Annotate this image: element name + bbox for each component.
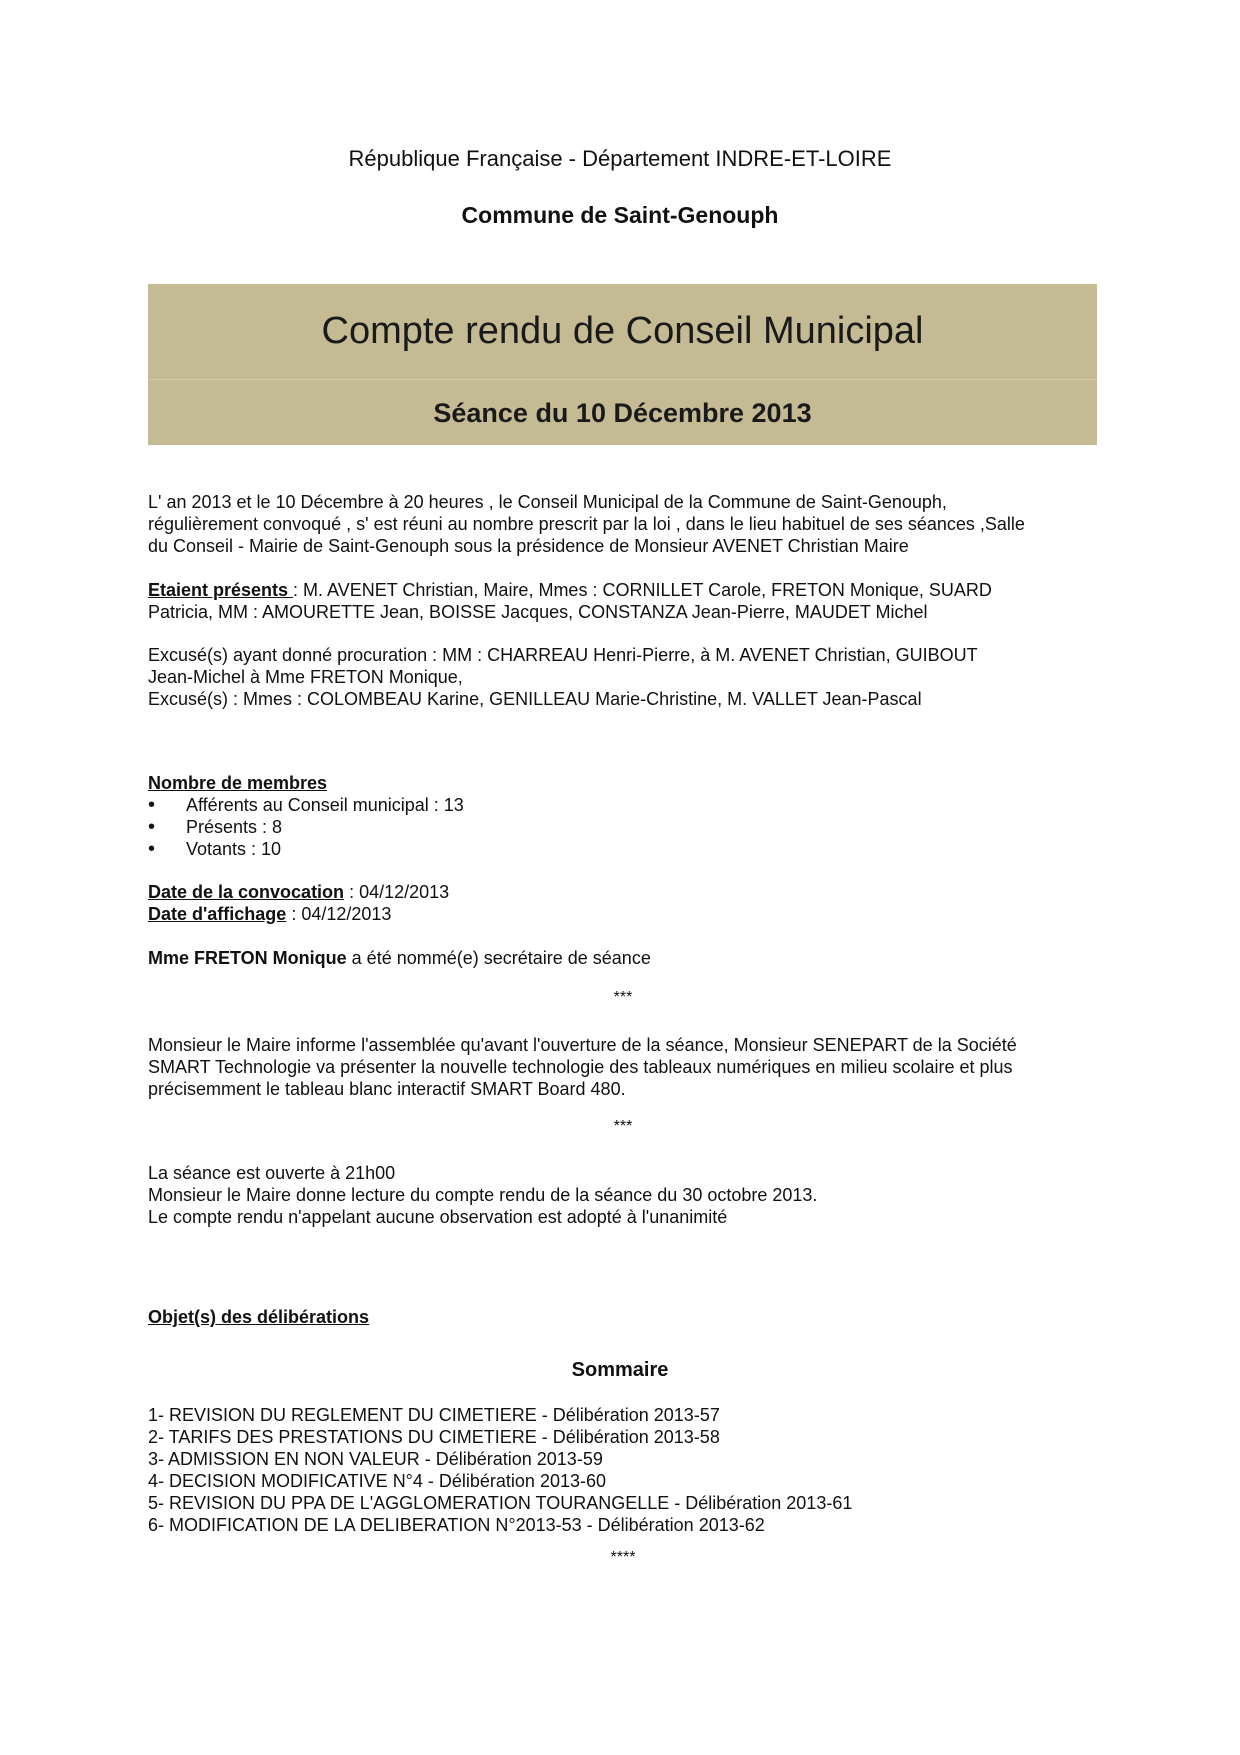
excused-line: Jean-Michel à Mme FRETON Monique, [148, 667, 463, 687]
attendees-list-part2: Patricia, MM : AMOURETTE Jean, BOISSE Jacques, CONSTANZA Jean-Pierre, MAUDET Michel [148, 602, 928, 622]
convocation-date-value: : 04/12/2013 [344, 882, 450, 902]
secretary-name: Mme FRETON Monique [148, 948, 347, 968]
summary-item: 5- REVISION DU PPA DE L'AGGLOMERATION TOURANGELLE - Délibération 2013-61 [148, 1493, 853, 1513]
session-line: La séance est ouverte à 21h00 [148, 1163, 396, 1183]
attendees-paragraph [148, 579, 1098, 623]
excused-paragraph [148, 644, 1098, 710]
title-banner [148, 284, 1097, 445]
summary-list [148, 1404, 1098, 1536]
session-line: Le compte rendu n'appelant aucune observation est adopté à l'unanimité [148, 1207, 728, 1227]
posting-date-label: Date d'affichage [148, 904, 287, 924]
deliberations-heading [148, 1306, 1098, 1328]
list-item: • Présents : 8 [148, 816, 1098, 838]
attendees-list-part1: : M. AVENET Christian, Maire, Mmes : CORNILLET Carole, FRETON Monique, SUARD [293, 580, 992, 600]
excused-line: Excusé(s) : Mmes : COLOMBEAU Karine, GENILLEAU Marie-Christine, M. VALLET Jean-Pascal [148, 689, 922, 709]
dates-section [148, 881, 1098, 925]
secretary-role: a été nommé(e) secrétaire de séance [346, 948, 651, 968]
republic-heading: République Française - Département INDRE-ET-LOIRE [348, 146, 892, 171]
summary-item: 4- DECISION MODIFICATIVE N°4 - Délibération 2013-60 [148, 1471, 607, 1491]
summary-item: 1- REVISION DU REGLEMENT DU CIMETIERE - Délibération 2013-57 [148, 1405, 720, 1425]
summary-item: 3- ADMISSION EN NON VALEUR - Délibération 2013-59 [148, 1449, 603, 1469]
session-date-title: Séance du 10 Décembre 2013 [148, 379, 1097, 446]
excused-line: Excusé(s) ayant donné procuration : MM : CHARREAU Henri-Pierre, à M. AVENET Christian, GUIBOUT [148, 645, 978, 665]
list-item: • Votants : 10 [148, 838, 1098, 860]
convocation-date-label: Date de la convocation [148, 882, 345, 902]
separator-stars: *** [613, 1118, 633, 1135]
summary-item: 2- TARIFS DES PRESTATIONS DU CIMETIERE - Délibération 2013-58 [148, 1427, 720, 1447]
intro-line: L' an 2013 et le 10 Décembre à 20 heures , le Conseil Municipal de la Commune de Saint-Genouph, [148, 492, 947, 512]
intro-line: régulièrement convoqué , s' est réuni au nombre prescrit par la loi , dans le lieu habituel de ses séances ,Salle [148, 514, 1025, 534]
information-paragraph [148, 1034, 1098, 1100]
intro-line: du Conseil - Mairie de Saint-Genouph sous la présidence de Monsieur AVENET Christian Maire [148, 536, 909, 556]
members-list [148, 794, 1098, 860]
list-item: • Afférents au Conseil municipal : 13 [148, 794, 1098, 816]
separator-stars: **** [610, 1549, 636, 1566]
posting-date-value: : 04/12/2013 [286, 904, 392, 924]
summary-item: 6- MODIFICATION DE LA DELIBERATION N°2013-53 - Délibération 2013-62 [148, 1515, 765, 1535]
information-line: précisemment le tableau blanc interactif SMART Board 480. [148, 1079, 626, 1099]
intro-paragraph [148, 491, 1098, 557]
session-paragraph [148, 1162, 1098, 1228]
deliberations-title: Objet(s) des délibérations [148, 1307, 370, 1327]
information-line: SMART Technologie va présenter la nouvelle technologie des tableaux numériques en milieu scolaire et plus [148, 1057, 1013, 1077]
summary-title: Sommaire [571, 1359, 669, 1381]
members-section [148, 772, 1098, 860]
members-title: Nombre de membres [148, 773, 328, 793]
attendees-label: Etaient présents [148, 580, 294, 600]
session-line: Monsieur le Maire donne lecture du compte rendu de la séance du 30 octobre 2013. [148, 1185, 818, 1205]
secretary-line [148, 947, 1098, 969]
information-line: Monsieur le Maire informe l'assemblée qu'avant l'ouverture de la séance, Monsieur SENEPART de la Société [148, 1035, 1017, 1055]
separator-stars: *** [613, 989, 633, 1006]
document-title: Compte rendu de Conseil Municipal [321, 310, 924, 352]
commune-heading: Commune de Saint-Genouph [461, 202, 779, 228]
